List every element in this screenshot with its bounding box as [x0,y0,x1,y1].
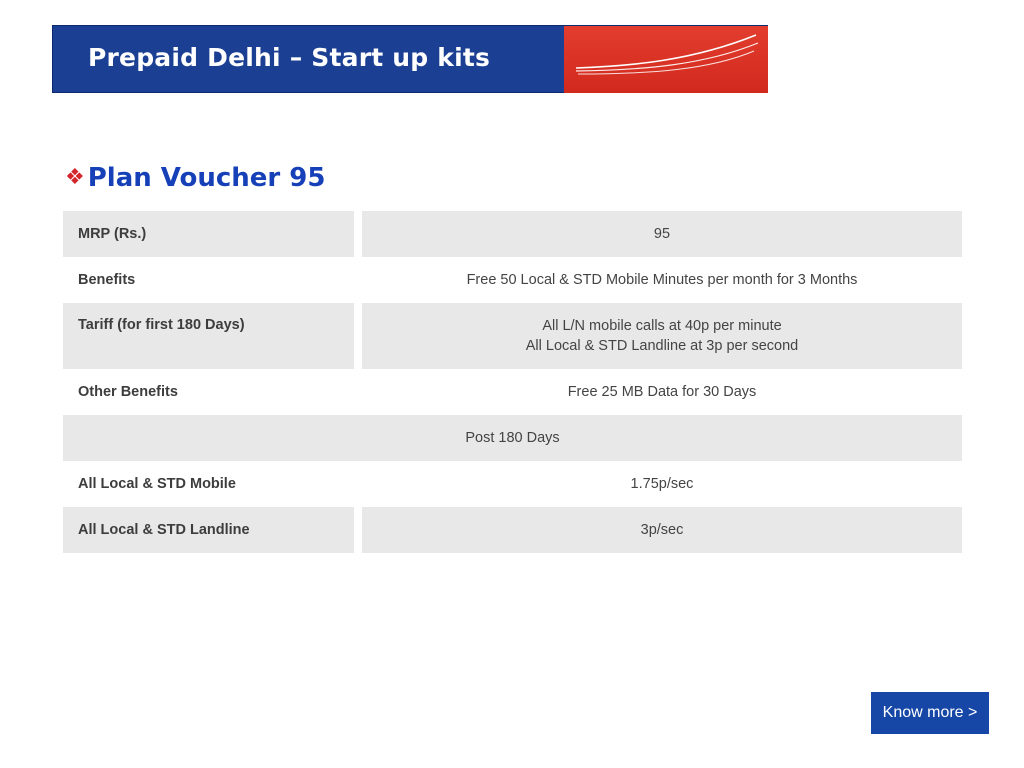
value-line: 1.75p/sec [630,476,694,492]
row-label: Other Benefits [63,369,354,415]
table-row [63,369,962,415]
page-title: Prepaid Delhi – Start up kits [88,43,491,72]
brand-swoosh-logo [564,26,768,93]
row-label: All Local & STD Mobile [63,461,354,507]
row-label: Benefits [63,257,354,303]
value-line: 95 [653,226,671,242]
row-label: Tariff (for first 180 Days) [63,303,354,369]
section-heading [65,163,326,193]
table-row [63,461,962,507]
table-row [63,507,962,553]
table-row [63,303,962,369]
section-title: Plan Voucher 95 [87,163,326,193]
value-line: 3p/sec [640,522,684,538]
table-row [63,211,962,257]
row-value [362,369,962,415]
table-row [63,257,962,303]
row-value [362,461,962,507]
value-line: Free 50 Local & STD Mobile Minutes per month for 3 Months [466,272,858,288]
value-line: All L/N mobile calls at 40p per minute [542,318,782,334]
row-value [362,211,962,257]
row-label: MRP (Rs.) [63,211,354,257]
row-value [362,507,962,553]
table-row-span [63,415,962,461]
diamond-bullet-icon: ❖ [65,165,85,190]
value-line: All Local & STD Landline at 3p per second [525,338,799,354]
row-value [362,303,962,369]
value-line: Free 25 MB Data for 30 Days [567,384,757,400]
swoosh-graphic [564,26,768,93]
know-more-button[interactable]: Know more > [871,692,989,734]
header-banner [52,25,768,93]
plan-table [63,211,962,553]
row-value [362,257,962,303]
row-label: All Local & STD Landline [63,507,354,553]
post-180-days-label: Post 180 Days [63,415,962,461]
